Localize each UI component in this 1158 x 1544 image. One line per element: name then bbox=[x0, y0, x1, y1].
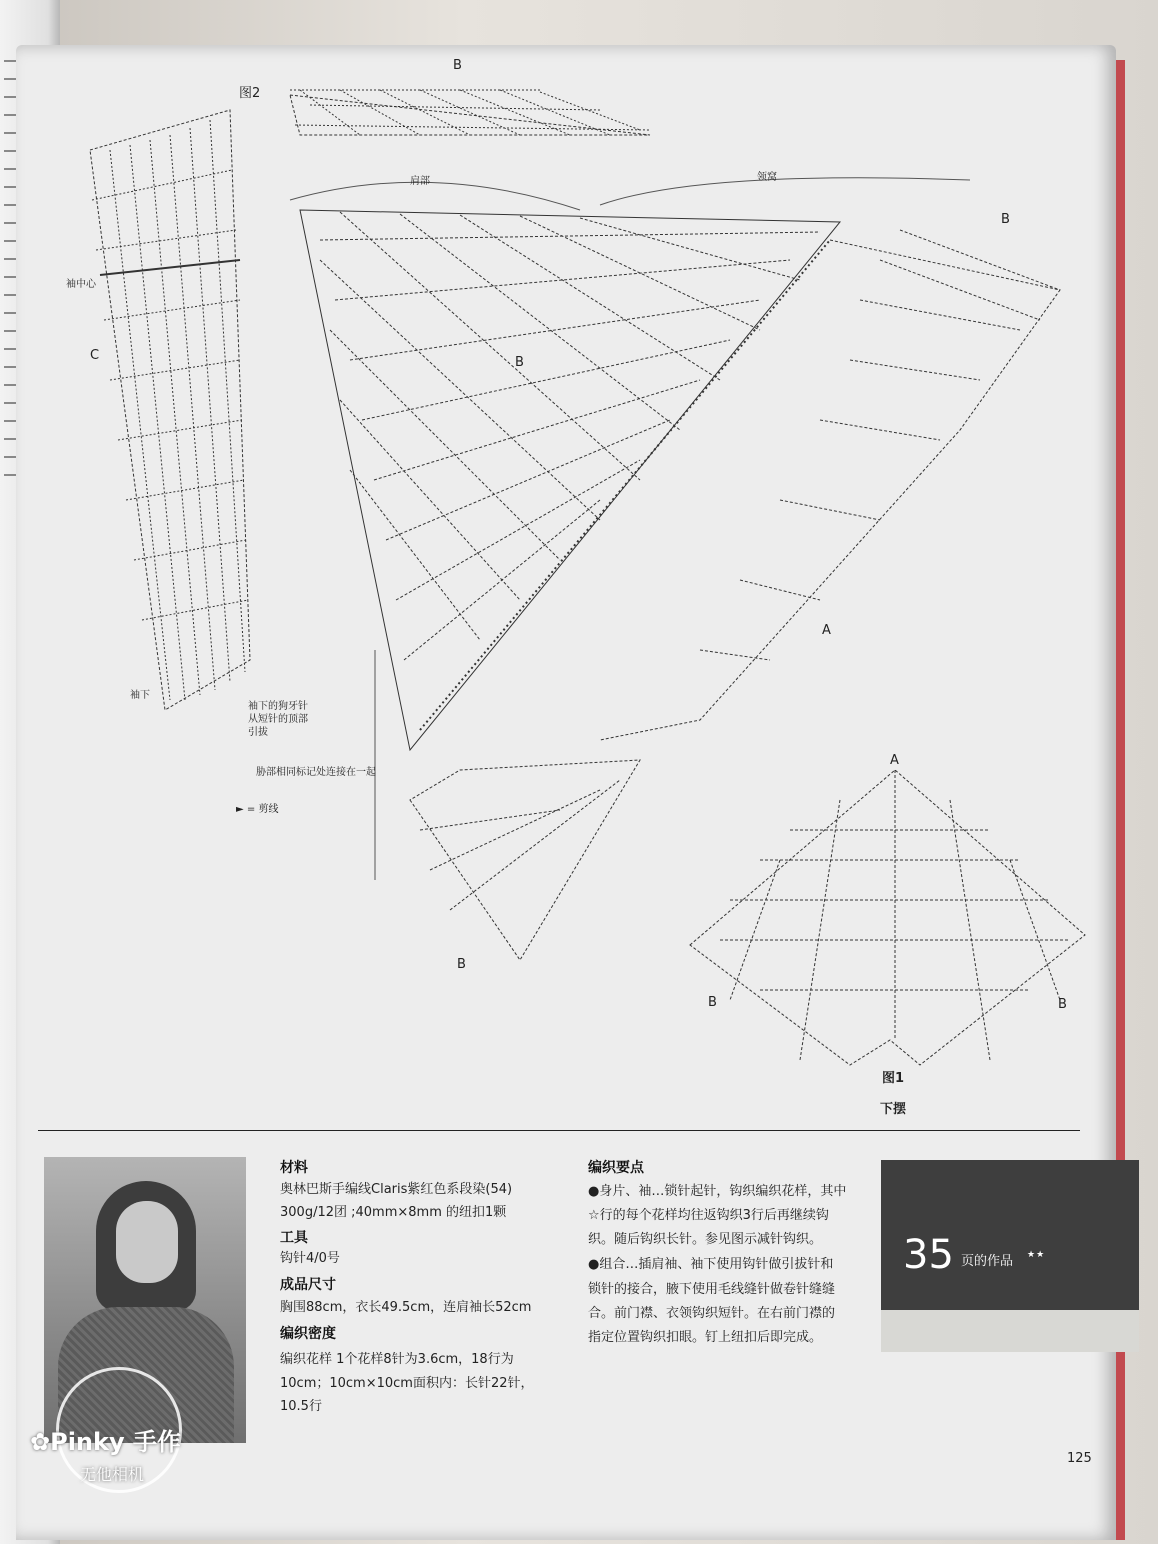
underarm-note-3: 引拔 bbox=[248, 727, 268, 738]
top-strip-b bbox=[290, 90, 650, 135]
page-number: 125 bbox=[1067, 1451, 1092, 1466]
watermark-line-1: ✿Pinky 手作 bbox=[30, 1428, 181, 1456]
size-heading: 成品尺寸 bbox=[280, 1277, 336, 1293]
label-b-middle: B bbox=[515, 355, 524, 370]
points-line-2: ☆行的每个花样均往返钩织3行后再继续钩 bbox=[588, 1208, 829, 1223]
materials-line-2: 300g/12团 ;40mm×8mm 的纽扣1颗 bbox=[280, 1205, 507, 1220]
points-heading: 编织要点 bbox=[588, 1160, 644, 1176]
label-b-top: B bbox=[453, 58, 462, 73]
legend-text: = 剪线 bbox=[246, 804, 279, 815]
label-c: C bbox=[90, 348, 100, 363]
tools-line-1: 钩针4/0号 bbox=[280, 1251, 340, 1266]
badge-yarn-sample bbox=[881, 1310, 1139, 1352]
body-grid-b bbox=[300, 210, 840, 750]
points-line-6: 合。前门襟、衣领钩织短针。在右前门襟的 bbox=[588, 1306, 836, 1321]
underarm-note-1: 袖下的狗牙针 bbox=[248, 701, 308, 712]
figure-1-title: 图1 bbox=[882, 1071, 905, 1086]
gauge-heading: 编织密度 bbox=[280, 1326, 336, 1342]
neckline-label: 领窝 bbox=[757, 172, 777, 183]
figure-1-hem bbox=[690, 770, 1085, 1065]
shoulder-label: 肩部 bbox=[410, 176, 430, 187]
label-a: A bbox=[822, 623, 831, 638]
bottom-strip-b bbox=[410, 760, 640, 960]
badge-text: 页的作品 bbox=[961, 1254, 1014, 1269]
neckline-curve bbox=[600, 178, 970, 205]
points-line-1: ●身片、袖…锁针起针，钩织编织花样，其中 bbox=[588, 1184, 847, 1199]
sleeve-center-label: 袖中心 bbox=[66, 279, 96, 290]
points-line-3: 织。随后钩织长针。参见图示减针钩织。 bbox=[588, 1232, 823, 1247]
edging-a bbox=[600, 230, 1060, 740]
materials-line-1: 奥林巴斯手编线Claris紫红色系段染(54) bbox=[280, 1182, 513, 1197]
gauge-line-1: 编织花样 1个花样8针为3.6cm，18行为 bbox=[280, 1352, 514, 1367]
legend bbox=[236, 800, 278, 815]
tools-heading: 工具 bbox=[280, 1230, 308, 1246]
difficulty-stars: ★★ bbox=[1027, 1250, 1046, 1260]
figure-2-title: 图2 bbox=[239, 86, 261, 101]
materials-heading: 材料 bbox=[280, 1160, 308, 1176]
fig1-label-b-left: B bbox=[708, 995, 717, 1010]
sleeve-grid-c bbox=[90, 110, 250, 710]
underarm-note-2: 从短针的顶部 bbox=[248, 714, 308, 725]
label-b-right: B bbox=[1001, 212, 1010, 227]
underarm-label: 袖下 bbox=[130, 690, 150, 701]
page-reference-badge bbox=[881, 1160, 1139, 1352]
section-divider bbox=[38, 1130, 1080, 1131]
figure-1-caption: 下摆 bbox=[880, 1102, 907, 1117]
shoulder-curve bbox=[290, 182, 580, 210]
join-note: 胁部相同标记处连接在一起 bbox=[256, 767, 376, 778]
label-b-bottom: B bbox=[457, 957, 466, 972]
points-line-5: 锁针的接合，腋下使用毛线缝针做卷针缝缝 bbox=[588, 1282, 836, 1297]
gauge-line-2: 10cm；10cm×10cm面积内：长针22针， bbox=[280, 1376, 534, 1391]
points-line-4: ●组合…插肩袖、袖下使用钩针做引拔针和 bbox=[588, 1257, 834, 1272]
cut-yarn-arrow-icon: ► bbox=[236, 804, 244, 815]
size-line-1: 胸围88cm，衣长49.5cm，连肩袖长52cm bbox=[280, 1300, 532, 1315]
fig1-label-a: A bbox=[890, 753, 899, 768]
badge-number: 35 bbox=[903, 1232, 954, 1278]
gauge-line-3: 10.5行 bbox=[280, 1399, 322, 1414]
watermark-line-2: 无他相机 bbox=[80, 1465, 145, 1484]
points-line-7: 指定位置钩织扣眼。钉上纽扣后即完成。 bbox=[588, 1330, 823, 1345]
fig1-label-b-right: B bbox=[1058, 997, 1067, 1012]
